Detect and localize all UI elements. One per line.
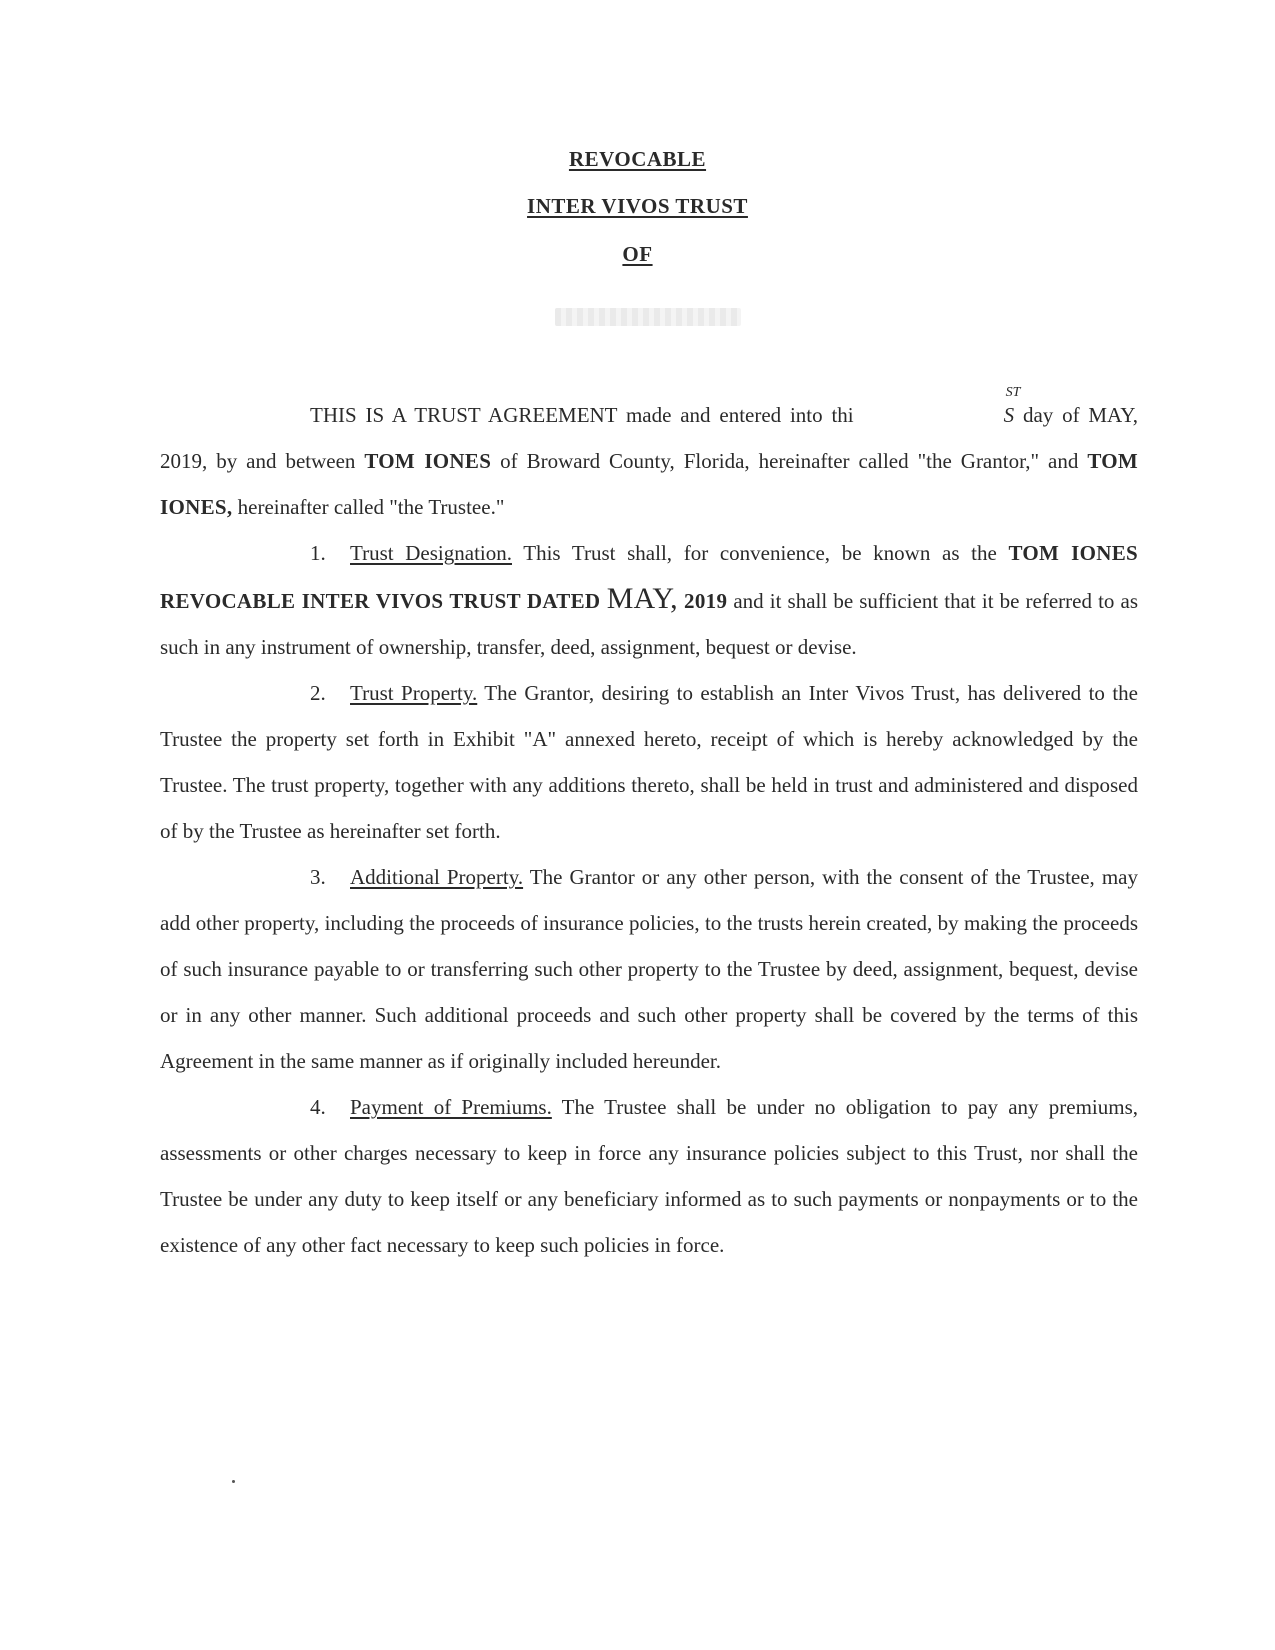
section-heading: Trust Designation. [350,541,512,565]
agreement-body [160,385,1139,1268]
trustee-name: TOM IONES, [160,449,1138,519]
section-1: 1. Trust Designation. This Trust shall, for convenience, be known as the TOM IONES REVOCABLE INTER VIVOS TRUST DATED MAY, 2019 and it shall be sufficient that it be referred to as such in any instrument of ownership, transfer, deed, assignment, bequest or devise. [160,541,1139,659]
section-3: 3. Additional Property. The Grantor or any other person, with the consent of the Trustee, may add other property, including the proceeds of insurance policies, to the trusts herein created, by making the proceeds of such insurance payable to or transferring such other property to the Trustee by deed, assignment, bequest, devise or in any other manner. Such additional proceeds and such other property shall be covered by the terms of this Agreement in the same manner as if originally included hereunder. [160,865,1138,1073]
section-heading: Payment of Premiums. [350,1095,552,1119]
redacted-name [555,308,741,326]
trust-name: TOM IONES REVOCABLE INTER VIVOS TRUST DATED [160,541,1139,613]
scan-speck [232,1480,235,1483]
grantor-name: TOM IONES [364,449,492,473]
title-line-1: REVOCABLE [568,147,707,171]
section-heading: Additional Property. [350,865,524,889]
section-2: 2. Trust Property. The Grantor, desiring to establish an Inter Vivos Trust, has delivered to the Trustee the property set forth in Exhibit "A" annexed hereto, receipt of which is hereby acknowledged by the Trustee. The trust property, together with any additions thereto, shall be held in trust and administered and disposed of by the Trustee as hereinafter set forth. [160,681,1139,843]
intro-paragraph: THIS IS A TRUST AGREEMENT made and entered into thi ST S day of MAY, 2019, by and between TOM IONES of Broward County, Florida, hereinafter called "the Grantor," and TOM IONES, hereinafter called "the Trustee." [160,385,1138,519]
section-heading: Trust Property. [350,681,478,705]
handwritten-day: ST S [1003,385,1021,427]
title-line-2: INTER VIVOS TRUST [527,194,748,218]
section-4: 4. Payment of Premiums. The Trustee shall be under no obligation to pay any premiums, assessments or other charges necessary to keep in force any insurance policies subject to this Trust, nor shall the Trustee be under any duty to keep itself or any beneficiary informed as to such payments or nonpayments or to the existence of any other fact necessary to keep such policies in force. [160,1095,1139,1257]
title-line-3: OF [622,242,653,266]
